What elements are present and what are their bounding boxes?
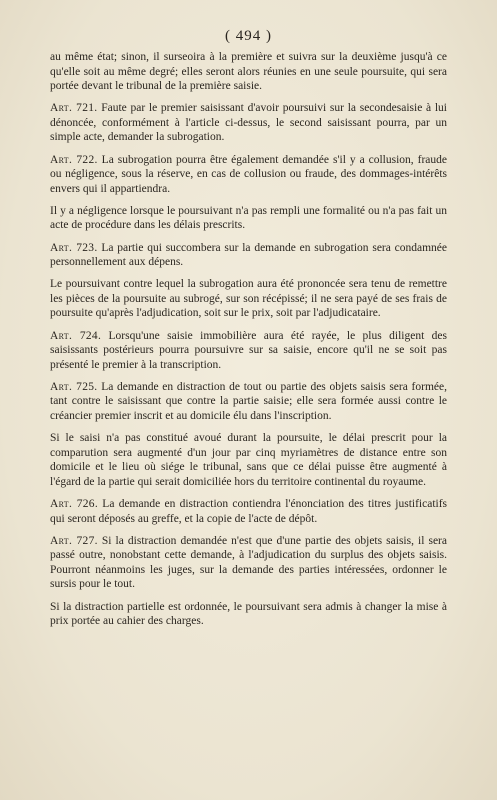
article-number: Art. 726. [50,497,99,510]
paragraph-article-723: Art. 723. La partie qui succombera sur la demande en subrogation sera condamnée personnellement aux dépens. [50,241,448,269]
paragraph-article-727: Art. 727. Si la distraction demandée n'est que d'une partie des objets saisis, il sera passé outre, nonobstant cette demande, à l'adjudication du surplus des objets saisis. Pourront néanmoins les juges, sur la demande des parties intéressées, ordonner le sursis pour le tout. [50,534,447,591]
article-number: Art. 727. [50,534,98,547]
paragraph-article-726: Art. 726. La demande en distraction contiendra l'énonciation des titres justificatifs qui seront déposés au greffe, et la copie de l'acte de dépôt. [50,497,448,525]
paragraph: Si la distraction partielle est ordonnée, le poursuivant sera admis à changer la mise à prix portée au cahier des charges. [50,600,447,628]
body-text [50,50,447,636]
paragraph-article-724: Art. 724. Lorsqu'une saisie immobilière aura été rayée, le plus diligent des saisissants postérieurs pourra poursuivre sur sa saisie, encore qu'il ne se soit pas présenté le premier à la transcription. [50,329,447,371]
paragraph: Il y a négligence lorsque le poursuivant n'a pas rempli une formalité ou n'a pas fait un acte de procédure dans les délais prescrits. [50,204,447,232]
article-number: Art. 723. [50,241,98,254]
article-number: Art. 722. [50,153,98,166]
page-number: ( 494 ) [225,28,272,44]
paragraph: Si le saisi n'a pas constitué avoué durant la poursuite, le délai prescrit pour la comparution sera augmenté d'un jour par cinq myriamètres de distance entre son domicile et le lieu où siége le tribunal, sans que ce délai puisse être augmenté à l'égard de la partie qui serait domiciliée hors du territoire continental du royaume. [50,432,447,488]
paragraph: au même état; sinon, il surseoira à la première et suivra sur la deuxième jusqu'à ce qu'elle soit au même degré; elles seront alors réunies en une seule poursuite, qui sera portée devant le tribunal de la première saisie. [50,51,447,93]
paragraph-article-725: Art. 725. La demande en distraction de tout ou partie des objets saisis sera formée, tant contre le saisissant que contre la partie saisie; elle sera formée aussi contre le créancier premier inscrit et au domicile élu dans l'inscription. [50,380,447,422]
paragraph-article-721: Art. 721. Faute par le premier saisissant d'avoir poursuivi sur la secondesaisie à lui dénoncée, conformément à l'article ci-dessus, le second saisissant pourra, par un simple acte, demander la subrogation. [50,102,447,144]
article-number: Art. 724. [50,329,102,342]
paragraph-article-722: Art. 722. La subrogation pourra être également demandée s'il y a collusion, fraude ou négligence, sous la réserve, en cas de collusion ou fraude, des dommages-intérêts envers qui il appartiendra. [50,153,447,195]
paragraph: Le poursuivant contre lequel la subrogation aura été prononcée sera tenu de remettre les pièces de la poursuite au subrogé, sur son récépissé; il ne sera payé de ses frais de poursuite qu'après l'adjudication, soit sur le prix, soit par l'adjudicataire. [50,278,447,320]
article-number: Art. 721. [50,102,98,115]
article-number: Art. 725. [50,380,98,393]
